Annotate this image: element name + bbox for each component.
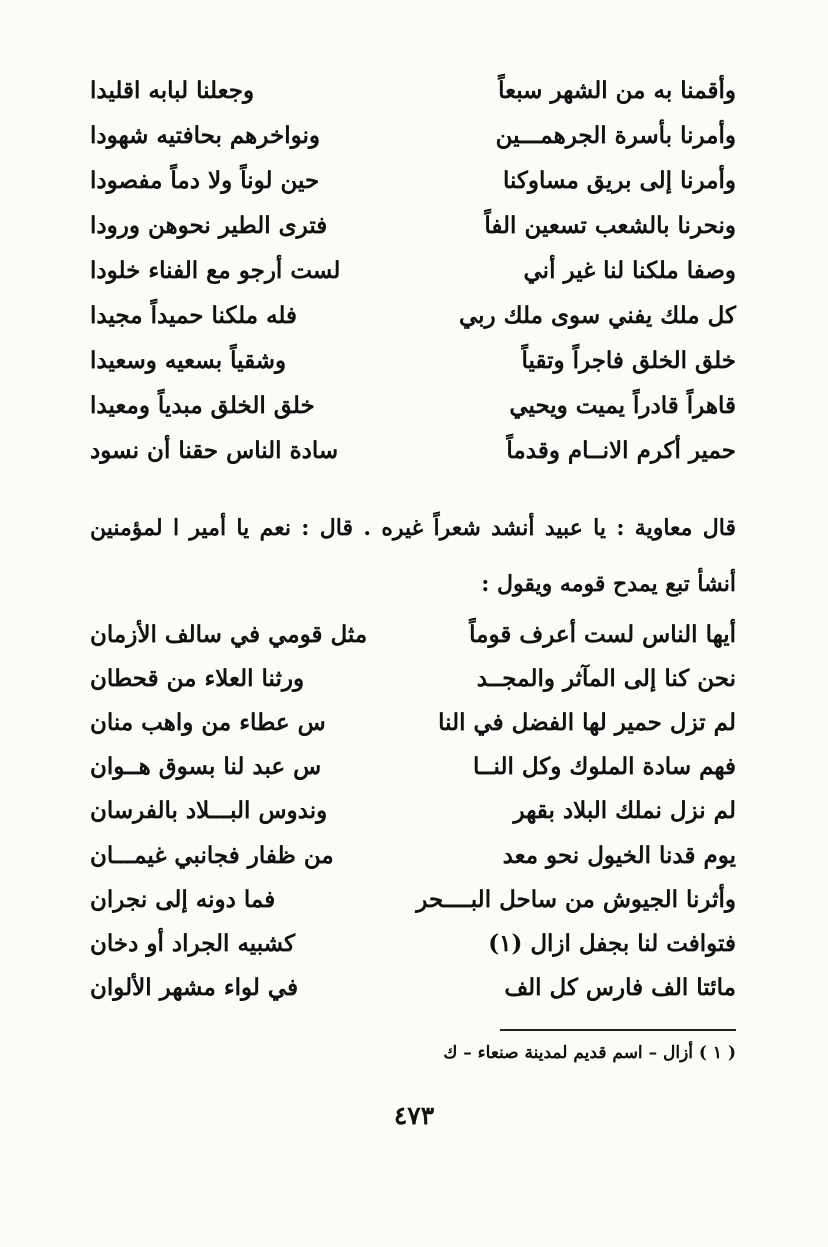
verse-first-hemistich: ونحرنا بالشعب تسعين الفاً — [484, 212, 736, 239]
verse-first-hemistich: يوم قدنا الخيول نحو معد — [502, 841, 736, 869]
verse-second-hemistich: فله ملكنا حميداً مجيدا — [90, 302, 298, 329]
verse — [90, 428, 736, 473]
verse — [90, 248, 736, 293]
verse-first-hemistich: قاهراً قادراً يميت ويحيي — [509, 392, 736, 419]
verse-second-hemistich: خلق الخلق مبدياً ومعيدا — [90, 392, 315, 419]
verse-second-hemistich: حين لوناً ولا دماً مفصودا — [90, 167, 320, 194]
verse — [90, 338, 736, 383]
verse — [90, 656, 736, 700]
prose-text: قال معاوية : يا عبيد أنشد شعراً غيره . قال : نعم يا أمير ا لمؤمنين أنشأ تبع يمدح قومه ويقول : — [90, 515, 736, 597]
verse — [90, 700, 736, 744]
verse — [90, 68, 736, 113]
verse-first-hemistich: وأقمنا به من الشهر سبعاً — [498, 77, 736, 104]
verse-first-hemistich: كل ملك يفني سوى ملك ربي — [458, 302, 736, 329]
verse-second-hemistich: وجعلنا لبابه اقليدا — [90, 77, 255, 104]
verse-second-hemistich: فترى الطير نحوهن ورودا — [90, 212, 328, 239]
verse-first-hemistich: أيها الناس لست أعرف قوماً — [469, 620, 736, 648]
verse-second-hemistich: كشبيه الجراد أو دخان — [90, 929, 296, 957]
verse-second-hemistich: سادة الناس حقنا أن نسود — [90, 437, 339, 464]
verse — [90, 789, 736, 833]
verse-second-hemistich: وشقياً بسعيه وسعيدا — [90, 347, 287, 374]
verse-second-hemistich: ونواخرهم بحافتيه شهودا — [90, 122, 320, 149]
verse — [90, 293, 736, 338]
verse — [90, 158, 736, 203]
prose-paragraph — [90, 500, 736, 612]
verse — [90, 833, 736, 877]
verse-second-hemistich: لست أرجو مع الفناء خلودا — [90, 257, 341, 284]
verse-first-hemistich: وأثرنا الجيوش من ساحل البــــحر — [416, 885, 736, 913]
verse-first-hemistich: نحن كنا إلى المآثر والمجــد — [476, 664, 736, 692]
verse — [90, 877, 736, 921]
verse-first-hemistich: وأمرنا إلى بريق مساوكنا — [502, 167, 736, 194]
verse — [90, 203, 736, 248]
verse — [90, 113, 736, 158]
verse-first-hemistich: فهم سادة الملوك وكل النــا — [473, 753, 736, 781]
footnote-separator — [500, 1029, 736, 1031]
poem-first — [90, 68, 736, 473]
poem-second — [90, 612, 736, 1010]
verse-first-hemistich: فتوافت لنا بجفل ازال (١) — [488, 929, 736, 957]
verse-second-hemistich: من ظفار فجانبي غيمـــان — [90, 841, 334, 869]
verse-first-hemistich: حمير أكرم الانــام وقدماً — [506, 437, 736, 464]
verse — [90, 383, 736, 428]
footnote: ( ١ ) أزال – اسم قديم لمدينة صنعاء – ك — [443, 1043, 736, 1063]
verse-second-hemistich: س عبد لنا بسوق هــوان — [90, 753, 322, 781]
verse-second-hemistich: فما دونه إلى نجران — [90, 885, 276, 913]
verse-second-hemistich: ورثنا العلاء من قحطان — [90, 664, 305, 692]
verse — [90, 921, 736, 965]
verse-first-hemistich: خلق الخلق فاجراً وتقياً — [521, 347, 736, 374]
verse-first-hemistich: مائتا الف فارس كل الف — [504, 974, 736, 1002]
verse-second-hemistich: س عطاء من واهب منان — [90, 708, 326, 736]
verse-first-hemistich: لم نزل نملك البلاد بقهر — [513, 797, 736, 825]
verse-first-hemistich: وأمرنا بأسرة الجرهمـــين — [495, 122, 736, 149]
verse-second-hemistich: مثل قومي في سالف الأزمان — [90, 620, 368, 648]
verse-second-hemistich: في لواء مشهر الألوان — [90, 974, 299, 1002]
verse-first-hemistich: لم تزل حمير لها الفضل في النا — [438, 708, 736, 736]
verse — [90, 966, 736, 1010]
page-number: ٤٧٣ — [393, 1101, 435, 1130]
verse — [90, 612, 736, 656]
verse-second-hemistich: وندوس البـــلاد بالفرسان — [90, 797, 328, 825]
verse-first-hemistich: وصفا ملكنا لنا غير أني — [523, 257, 736, 284]
verse — [90, 745, 736, 789]
